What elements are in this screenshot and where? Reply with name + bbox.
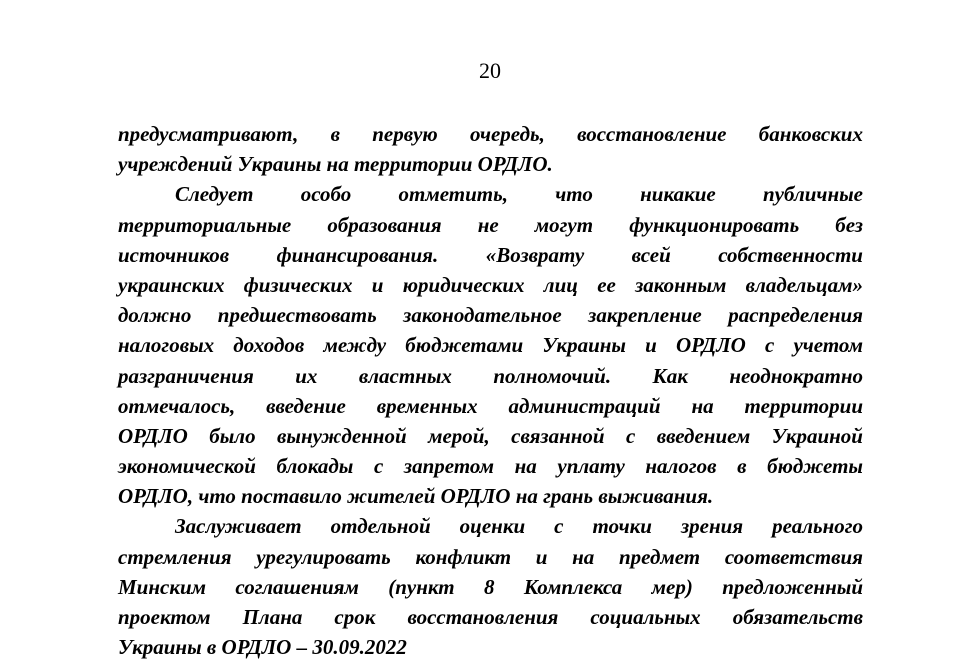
- text-line: Минским соглашениям (пункт 8 Комплекса мер) предложенный: [118, 574, 863, 599]
- text-line: отмечалось, введение временных администраций на территории: [118, 393, 863, 418]
- text-line: проектом Плана срок восстановления социальных обязательств: [118, 605, 863, 629]
- text-line: предусматривают, в первую очередь, восстановление банковских: [118, 122, 863, 146]
- text-line: Заслуживает отдельной оценки с точки зрения реального: [175, 514, 863, 539]
- text-line: разграничения их властных полномочий. Как неоднократно: [118, 363, 863, 388]
- text-line: источников финансирования. «Возврату всей собственности: [118, 242, 863, 267]
- text-line: ОРДЛО, что поставило жителей ОРДЛО на грань выживания.: [118, 484, 714, 509]
- text-line: налоговых доходов между бюджетами Украины и ОРДЛО с учетом: [118, 333, 863, 358]
- text-line: должно предшествовать законодательное закрепление распределения: [118, 303, 863, 328]
- text-line: экономической блокады с запретом на уплату налогов в бюджеты: [118, 454, 863, 479]
- text-line: Следует особо отметить, что никакие публичные: [175, 182, 863, 207]
- text-line: стремления урегулировать конфликт и на предмет соответствия: [118, 544, 863, 569]
- text-line: украинских физических и юридических лиц ее законным владельцам»: [118, 272, 863, 297]
- text-line: учреждений Украины на территории ОРДЛО.: [118, 152, 553, 177]
- page-number: 20: [479, 58, 501, 83]
- document-body: [118, 119, 863, 662]
- text-line: территориальные образования не могут функционировать без: [118, 212, 863, 237]
- text-line: Украины в ОРДЛО – 30.09.2022: [118, 635, 407, 660]
- text-line: ОРДЛО было вынужденной мерой, связанной с введением Украиной: [118, 423, 863, 448]
